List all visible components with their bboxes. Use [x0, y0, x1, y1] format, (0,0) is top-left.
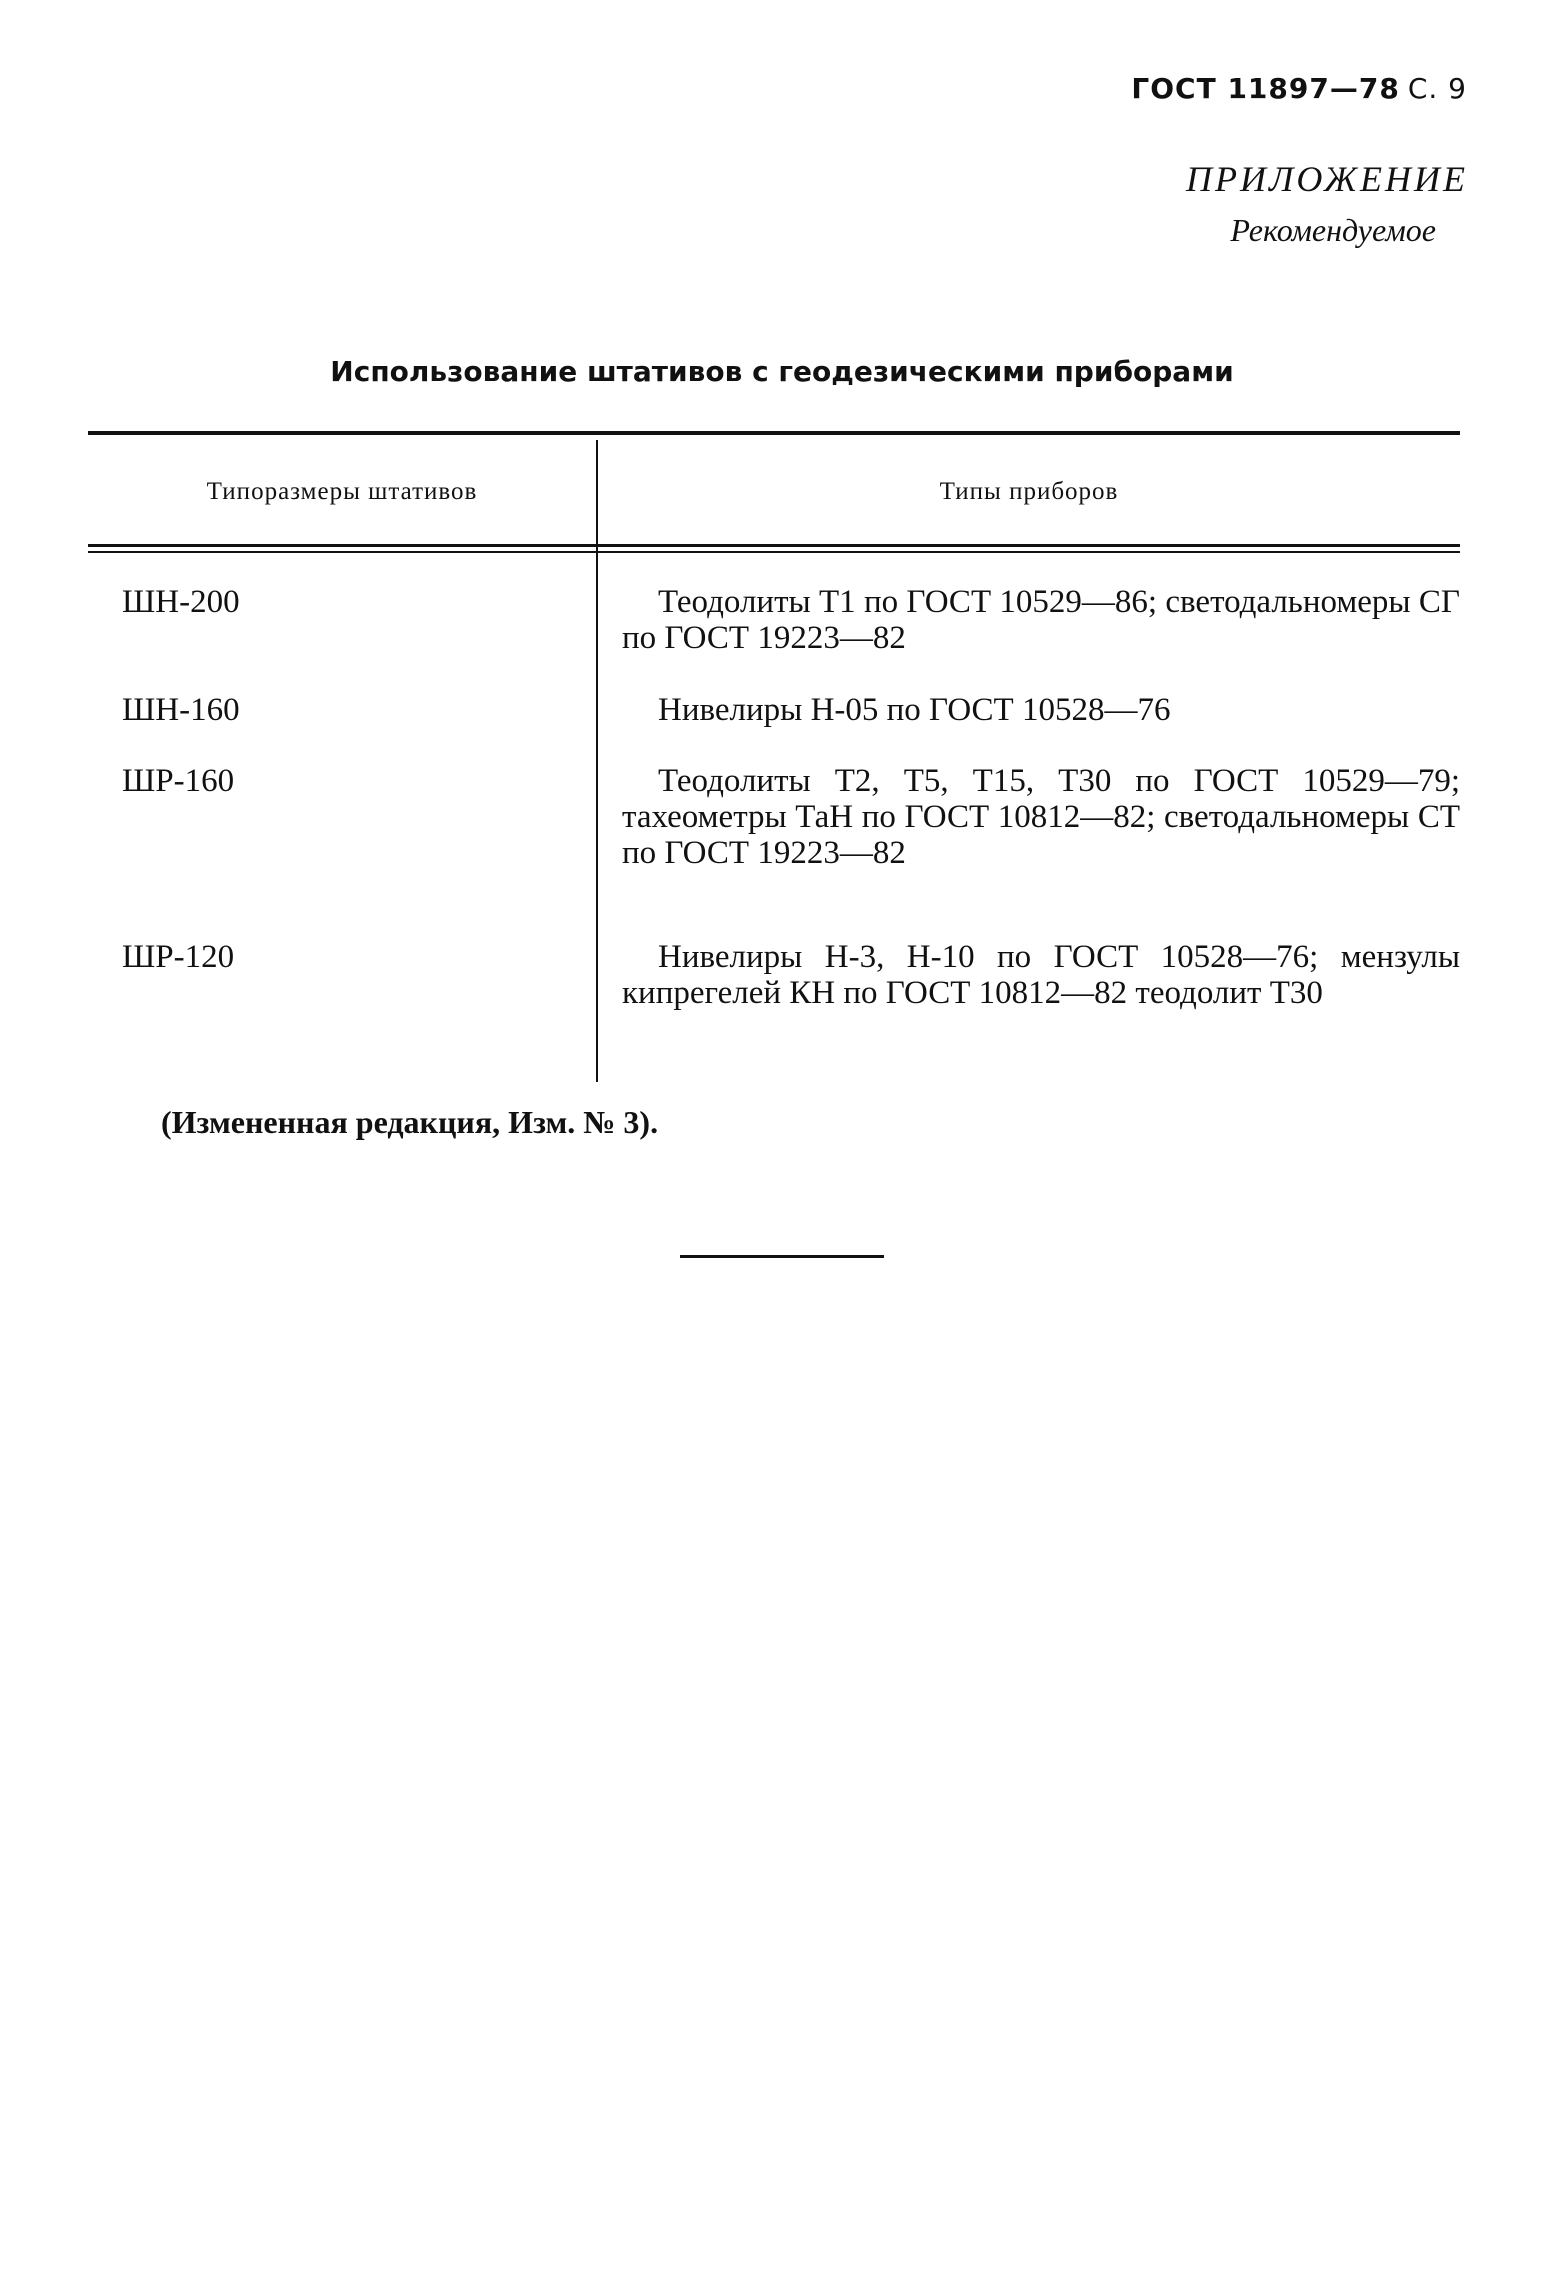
table-row-types: Нивелиры Н-05 по ГОСТ 10528—76 [658, 692, 1171, 728]
standard-reference: ГОСТ 11897—78 [1131, 72, 1400, 105]
table-header-rule [88, 544, 1460, 547]
amendment-note: (Измененная редакция, Изм. № 3). [161, 1104, 659, 1140]
column-header-types: Типы приборов [939, 478, 1119, 505]
page-number: С. 9 [1407, 72, 1467, 105]
table-column-divider [596, 440, 598, 1082]
table-top-rule [88, 431, 1460, 435]
table-row-types: Нивелиры Н-3, Н-10 по ГОСТ 10528—76; мензулы кипрегелей КН по ГОСТ 10812—82 теодолит Т30 [622, 939, 1460, 1011]
table-row-types: Теодолиты Т1 по ГОСТ 10529—86; светодальномеры СГ по ГОСТ 19223—82 [622, 584, 1460, 656]
table-row-size: ШР-160 [122, 763, 235, 799]
table-row-size: ШН-160 [122, 692, 240, 728]
table-title: Использование штативов с геодезическими приборами [330, 355, 1234, 388]
table-row-types: Теодолиты Т2, Т5, Т15, Т30 по ГОСТ 10529—79; тахеометры ТаН по ГОСТ 10812—82; светодальномеры СТ по ГОСТ 19223—82 [622, 763, 1460, 871]
table-row-size: ШН-200 [122, 584, 240, 620]
page-header [1131, 72, 1467, 105]
table-row-size: ШР-120 [122, 939, 235, 975]
table-header-rule-double [88, 551, 1460, 553]
column-header-sizes: Типоразмеры штативов [206, 478, 478, 505]
appendix-status: Рекомендуемое [1230, 212, 1436, 248]
appendix-label: ПРИЛОЖЕНИЕ [1186, 159, 1468, 199]
end-divider [680, 1255, 884, 1258]
